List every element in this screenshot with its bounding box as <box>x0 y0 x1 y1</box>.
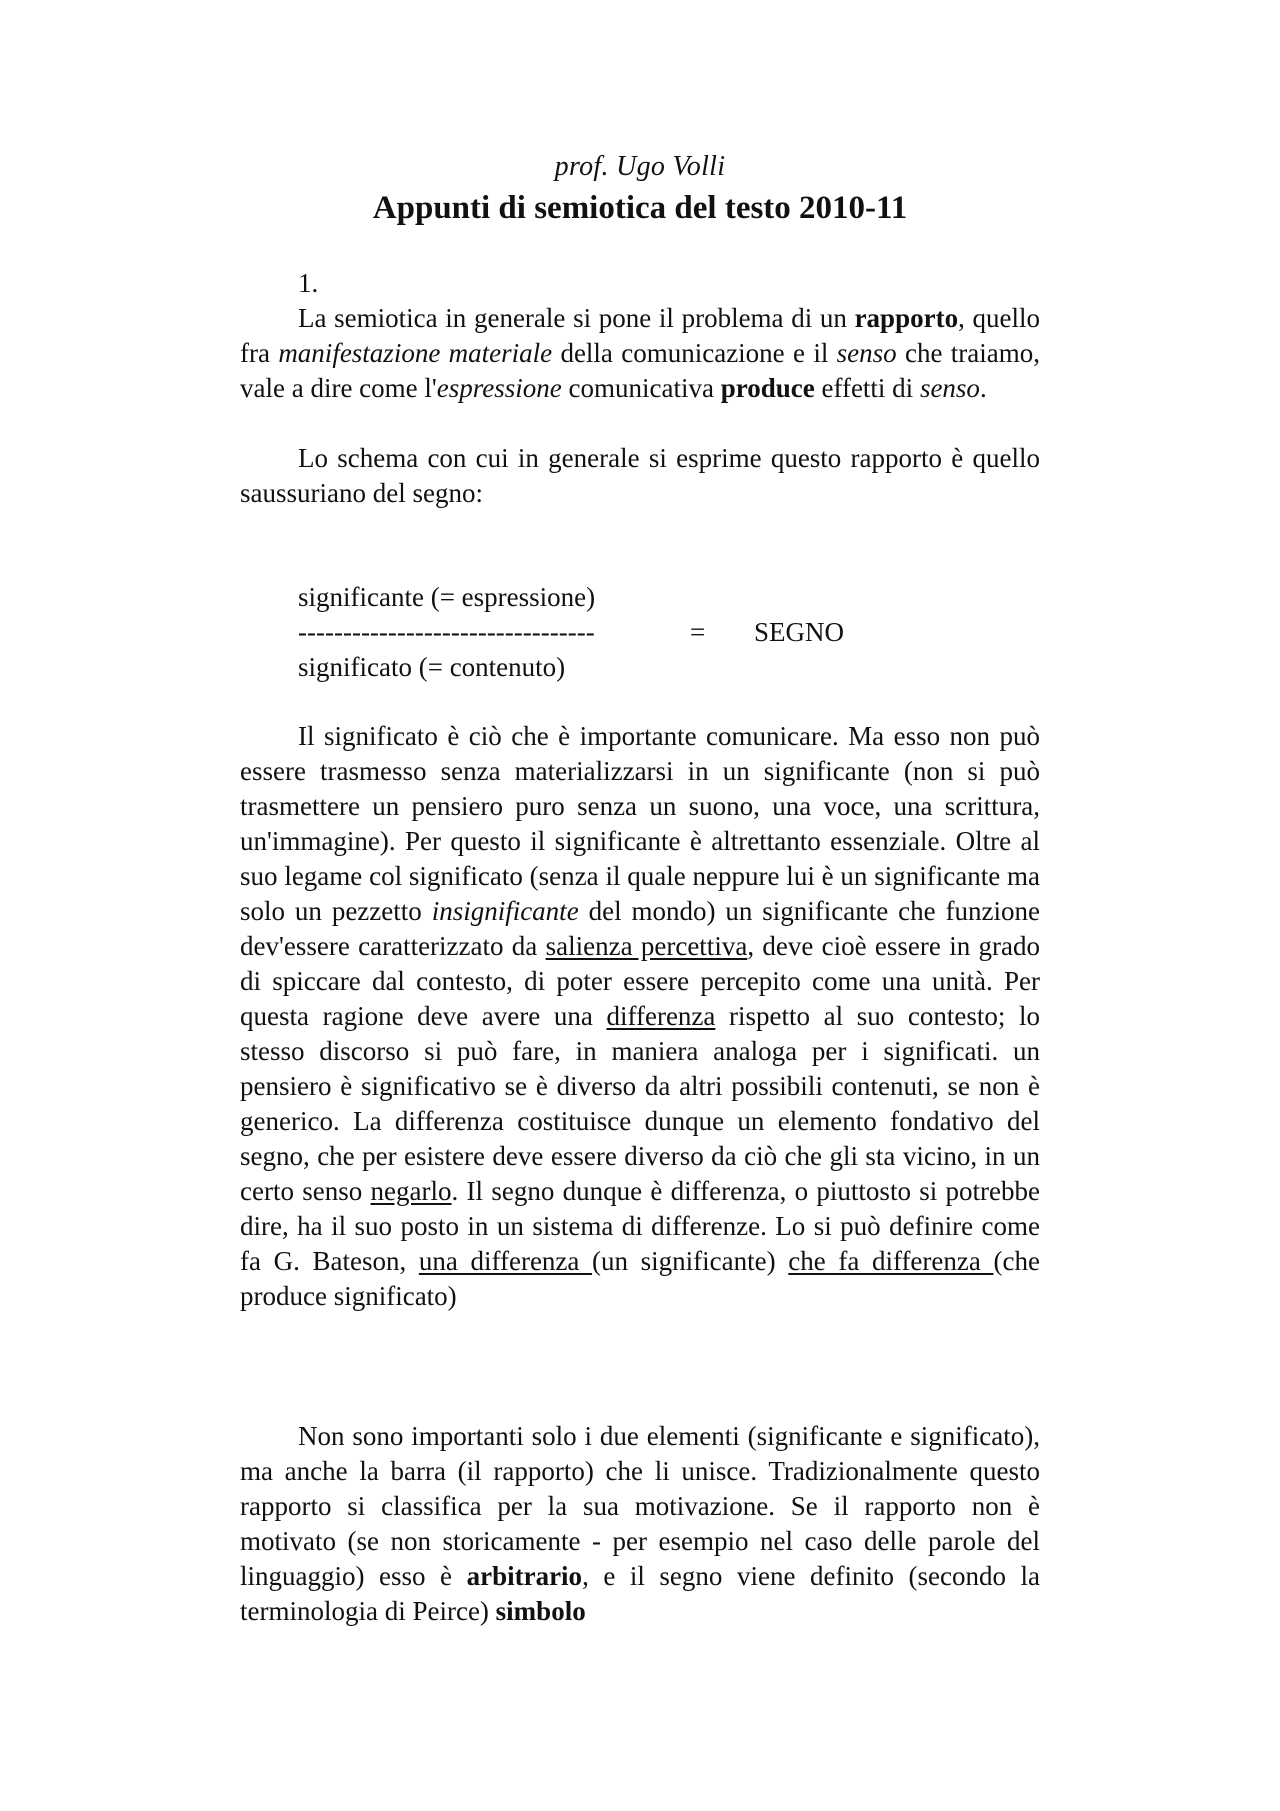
underlined-term: che fa differenza <box>788 1246 994 1276</box>
italic-term: manifestazione materiale <box>278 338 553 368</box>
underlined-term: negarlo <box>370 1176 452 1206</box>
schema-result: SEGNO <box>754 617 845 647</box>
italic-term: senso <box>919 373 980 403</box>
text-span: , quello fra <box>240 303 1040 368</box>
section-number: 1. <box>298 268 319 298</box>
text-span: Non sono importanti solo i due elementi (significante e significato), ma anche la barra (il rapporto) che li unisce. Tradizionalmente questo rapporto si classifica per la sua motivazione. Se il rapporto non è motivato (se non storicamente - per esempio nel caso delle parole del linguaggio) esso è <box>240 1421 1040 1591</box>
sign-schema <box>298 580 998 685</box>
text-span: della comunicazione e il <box>552 338 837 368</box>
paragraph-3 <box>240 719 1040 1314</box>
text-span: , e il segno viene definito (secondo la terminologia di Peirce) <box>240 1561 1040 1626</box>
bold-term-produce: produce <box>720 373 815 403</box>
text-span: rispetto al suo contesto; lo stesso discorso si può fare, in maniera analoga per i significati. un pensiero è significativo se è diverso da altri possibili contenuti, se non è generico. La differenza costituisce dunque un elemento fondativo del segno, che per esistere deve essere diverso da ciò che gli sta vicino, in un certo senso <box>240 1001 1040 1206</box>
document-title: Appunti di semiotica del testo 2010-11 <box>372 190 908 226</box>
text-span: . Il segno dunque è differenza, o piuttosto si potrebbe dire, ha il suo posto in un sistema di differenze. Lo si può definire come fa G. Bateson, <box>240 1176 1040 1276</box>
text-span: comunicativa <box>561 373 721 403</box>
underlined-term: differenza <box>606 1001 716 1031</box>
underlined-term: salienza percettiva <box>545 931 748 961</box>
text-span: Il significato è ciò che è importante comunicare. Ma esso non può essere trasmesso senza materializzarsi in un significante (non si può trasmettere un pensiero puro senza un suono, una voce, una scrittura, un'immagine). Per questo il significante è altrettanto essenziale. Oltre al suo legame col significato (senza il quale neppure lui è un significante ma solo un pezzetto <box>240 721 1040 926</box>
italic-term: insignificante <box>431 896 579 926</box>
text-span: (un significante) <box>592 1246 789 1276</box>
bold-term-simbolo: simbolo <box>495 1596 586 1626</box>
schema-bar: --------------------------------- <box>298 617 595 647</box>
italic-term: senso <box>836 338 897 368</box>
text-span: (che produce significato) <box>240 1246 1040 1311</box>
bold-term-arbitrario: arbitrario <box>466 1561 583 1591</box>
text-span: . <box>979 373 987 403</box>
schema-denominator: significato (= contenuto) <box>298 652 566 682</box>
text-span: La semiotica in generale si pone il problema di un <box>298 303 855 333</box>
schema-numerator: significante (= espressione) <box>298 582 596 612</box>
text-span: effetti di <box>814 373 920 403</box>
text-span: , deve cioè essere in grado di spiccare dal contesto, di poter essere percepito come una unità. Per questa ragione deve avere una <box>240 931 1040 1031</box>
paragraph-4 <box>240 1419 1040 1629</box>
italic-term: espressione <box>436 373 562 403</box>
paragraph-1 <box>240 301 1040 406</box>
text-span: che traiamo, vale a dire come l' <box>240 338 1041 403</box>
text-span: del mondo) un significante che funzione dev'essere caratterizzato da <box>240 896 1040 961</box>
underlined-term: una differenza <box>418 1246 593 1276</box>
bold-term-rapporto: rapporto <box>854 303 959 333</box>
paragraph-2: Lo schema con cui in generale si esprime questo rapporto è quello saussuriano del segno: <box>240 443 1040 508</box>
author-line: prof. Ugo Volli <box>554 151 726 182</box>
schema-equals: = <box>690 617 706 647</box>
